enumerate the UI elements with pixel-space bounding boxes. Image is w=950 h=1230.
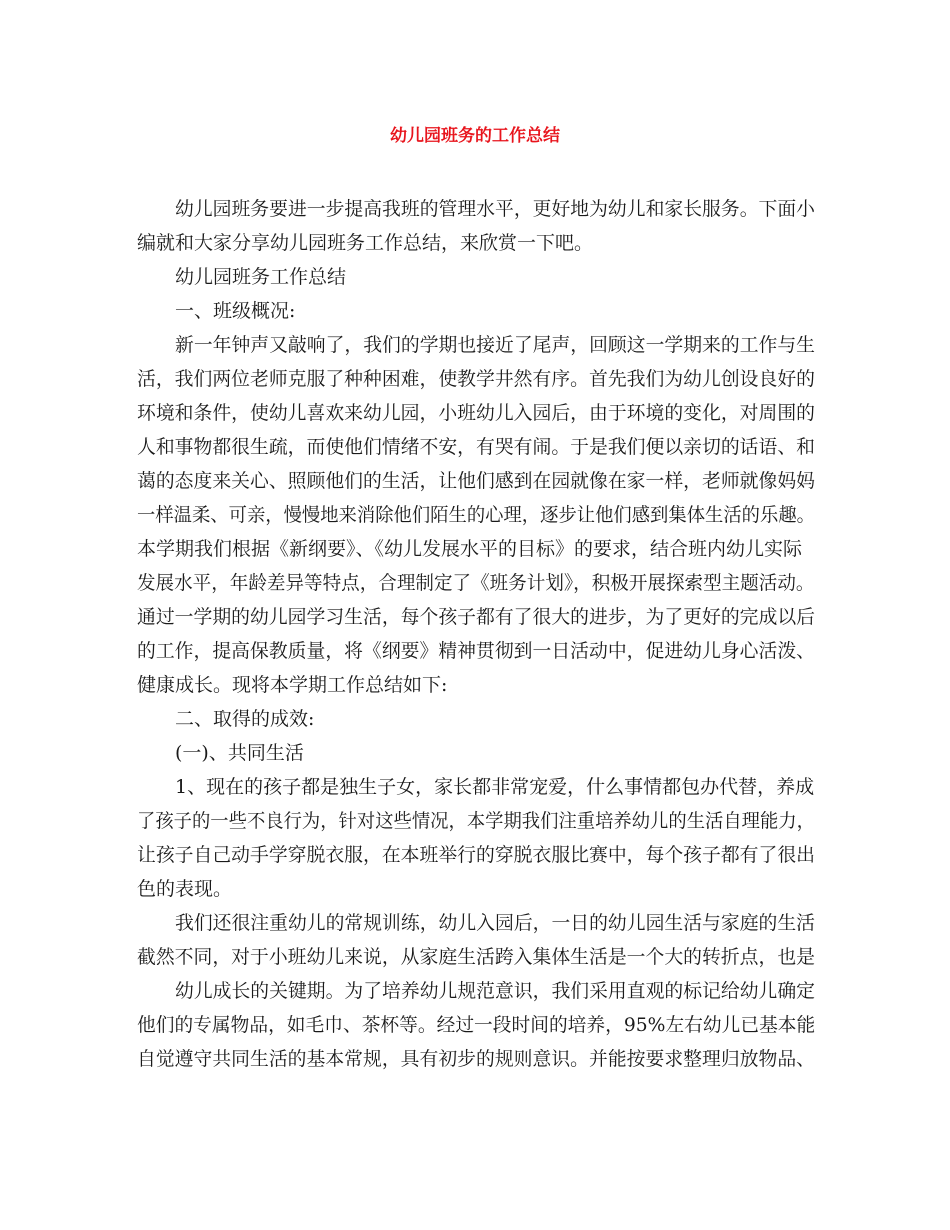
text-line: 活，我们两位老师克服了种种困难，使教学井然有序。首先我们为幼儿创设良好的 bbox=[137, 368, 815, 390]
document-title: 幼儿园班务的工作总结 bbox=[390, 126, 560, 146]
text-line: 幼儿园班务要进一步提高我班的管理水平，更好地为幼儿和家长服务。下面小 bbox=[175, 198, 816, 220]
section-heading: 二、取得的成效: bbox=[175, 708, 315, 730]
text-line: 他们的专属物品，如毛巾、茶杯等。经过一段时间的培养，95%左右幼儿已基本能 bbox=[137, 1014, 816, 1036]
text-line: 蔼的态度来关心、照顾他们的生活，让他们感到在园就像在家一样，老师就像妈妈 bbox=[137, 470, 815, 492]
text-line: 色的表现。 bbox=[137, 878, 233, 900]
text-line: 1、现在的孩子都是独生子女，家长都非常宠爱，什么事情都包办代替，养成 bbox=[175, 776, 815, 798]
text-line: 新一年钟声又敲响了，我们的学期也接近了尾声，回顾这一学期来的工作与生 bbox=[175, 334, 816, 356]
text-line: 截然不同，对于小班幼儿来说，从家庭生活跨入集体生活是一个大的转折点，也是 bbox=[137, 946, 815, 968]
subsection-heading: (一)、共同生活 bbox=[175, 742, 304, 764]
text-line: 了孩子的一些不良行为，针对这些情况，本学期我们注重培养幼儿的生活自理能力， bbox=[137, 810, 815, 832]
text-line: 幼儿园班务工作总结 bbox=[175, 266, 347, 288]
text-line: 一、班级概况: bbox=[175, 300, 296, 322]
text-line: 让孩子自己动手学穿脱衣服，在本班举行的穿脱衣服比赛中，每个孩子都有了很出 bbox=[137, 844, 815, 866]
text-line: 健康成长。现将本学期工作总结如下: bbox=[137, 674, 448, 696]
text-line: 本学期我们根据《新纲要》、《幼儿发展水平的目标》的要求，结合班内幼儿实际 bbox=[137, 538, 803, 560]
text-line: 人和事物都很生疏，而使他们情绪不安，有哭有闹。于是我们便以亲切的话语、和 bbox=[137, 436, 815, 458]
text-line: 一样温柔、可亲，慢慢地来消除他们陌生的心理，逐步让他们感到集体生活的乐趣。 bbox=[137, 504, 815, 526]
text-line: 环境和条件，使幼儿喜欢来幼儿园，小班幼儿入园后，由于环境的变化，对周围的 bbox=[137, 402, 815, 424]
text-line: 通过一学期的幼儿园学习生活，每个孩子都有了很大的进步，为了更好的完成以后 bbox=[137, 606, 815, 628]
text-line: 我们还很注重幼儿的常规训练，幼儿入园后，一日的幼儿园生活与家庭的生活 bbox=[175, 912, 816, 934]
text-line: 自觉遵守共同生活的基本常规，具有初步的规则意识。并能按要求整理归放物品、 bbox=[137, 1048, 815, 1070]
text-line: 编就和大家分享幼儿园班务工作总结，来欣赏一下吧。 bbox=[137, 232, 594, 254]
text-line: 发展水平，年龄差异等特点，合理制定了《班务计划》，积极开展探索型主题活动。 bbox=[137, 572, 815, 594]
text-line: 幼儿成长的关键期。为了培养幼儿规范意识，我们采用直观的标记给幼儿确定 bbox=[175, 980, 816, 1002]
text-line: 的工作，提高保教质量，将《纲要》精神贯彻到一日活动中，促进幼儿身心活泼、 bbox=[137, 640, 815, 662]
